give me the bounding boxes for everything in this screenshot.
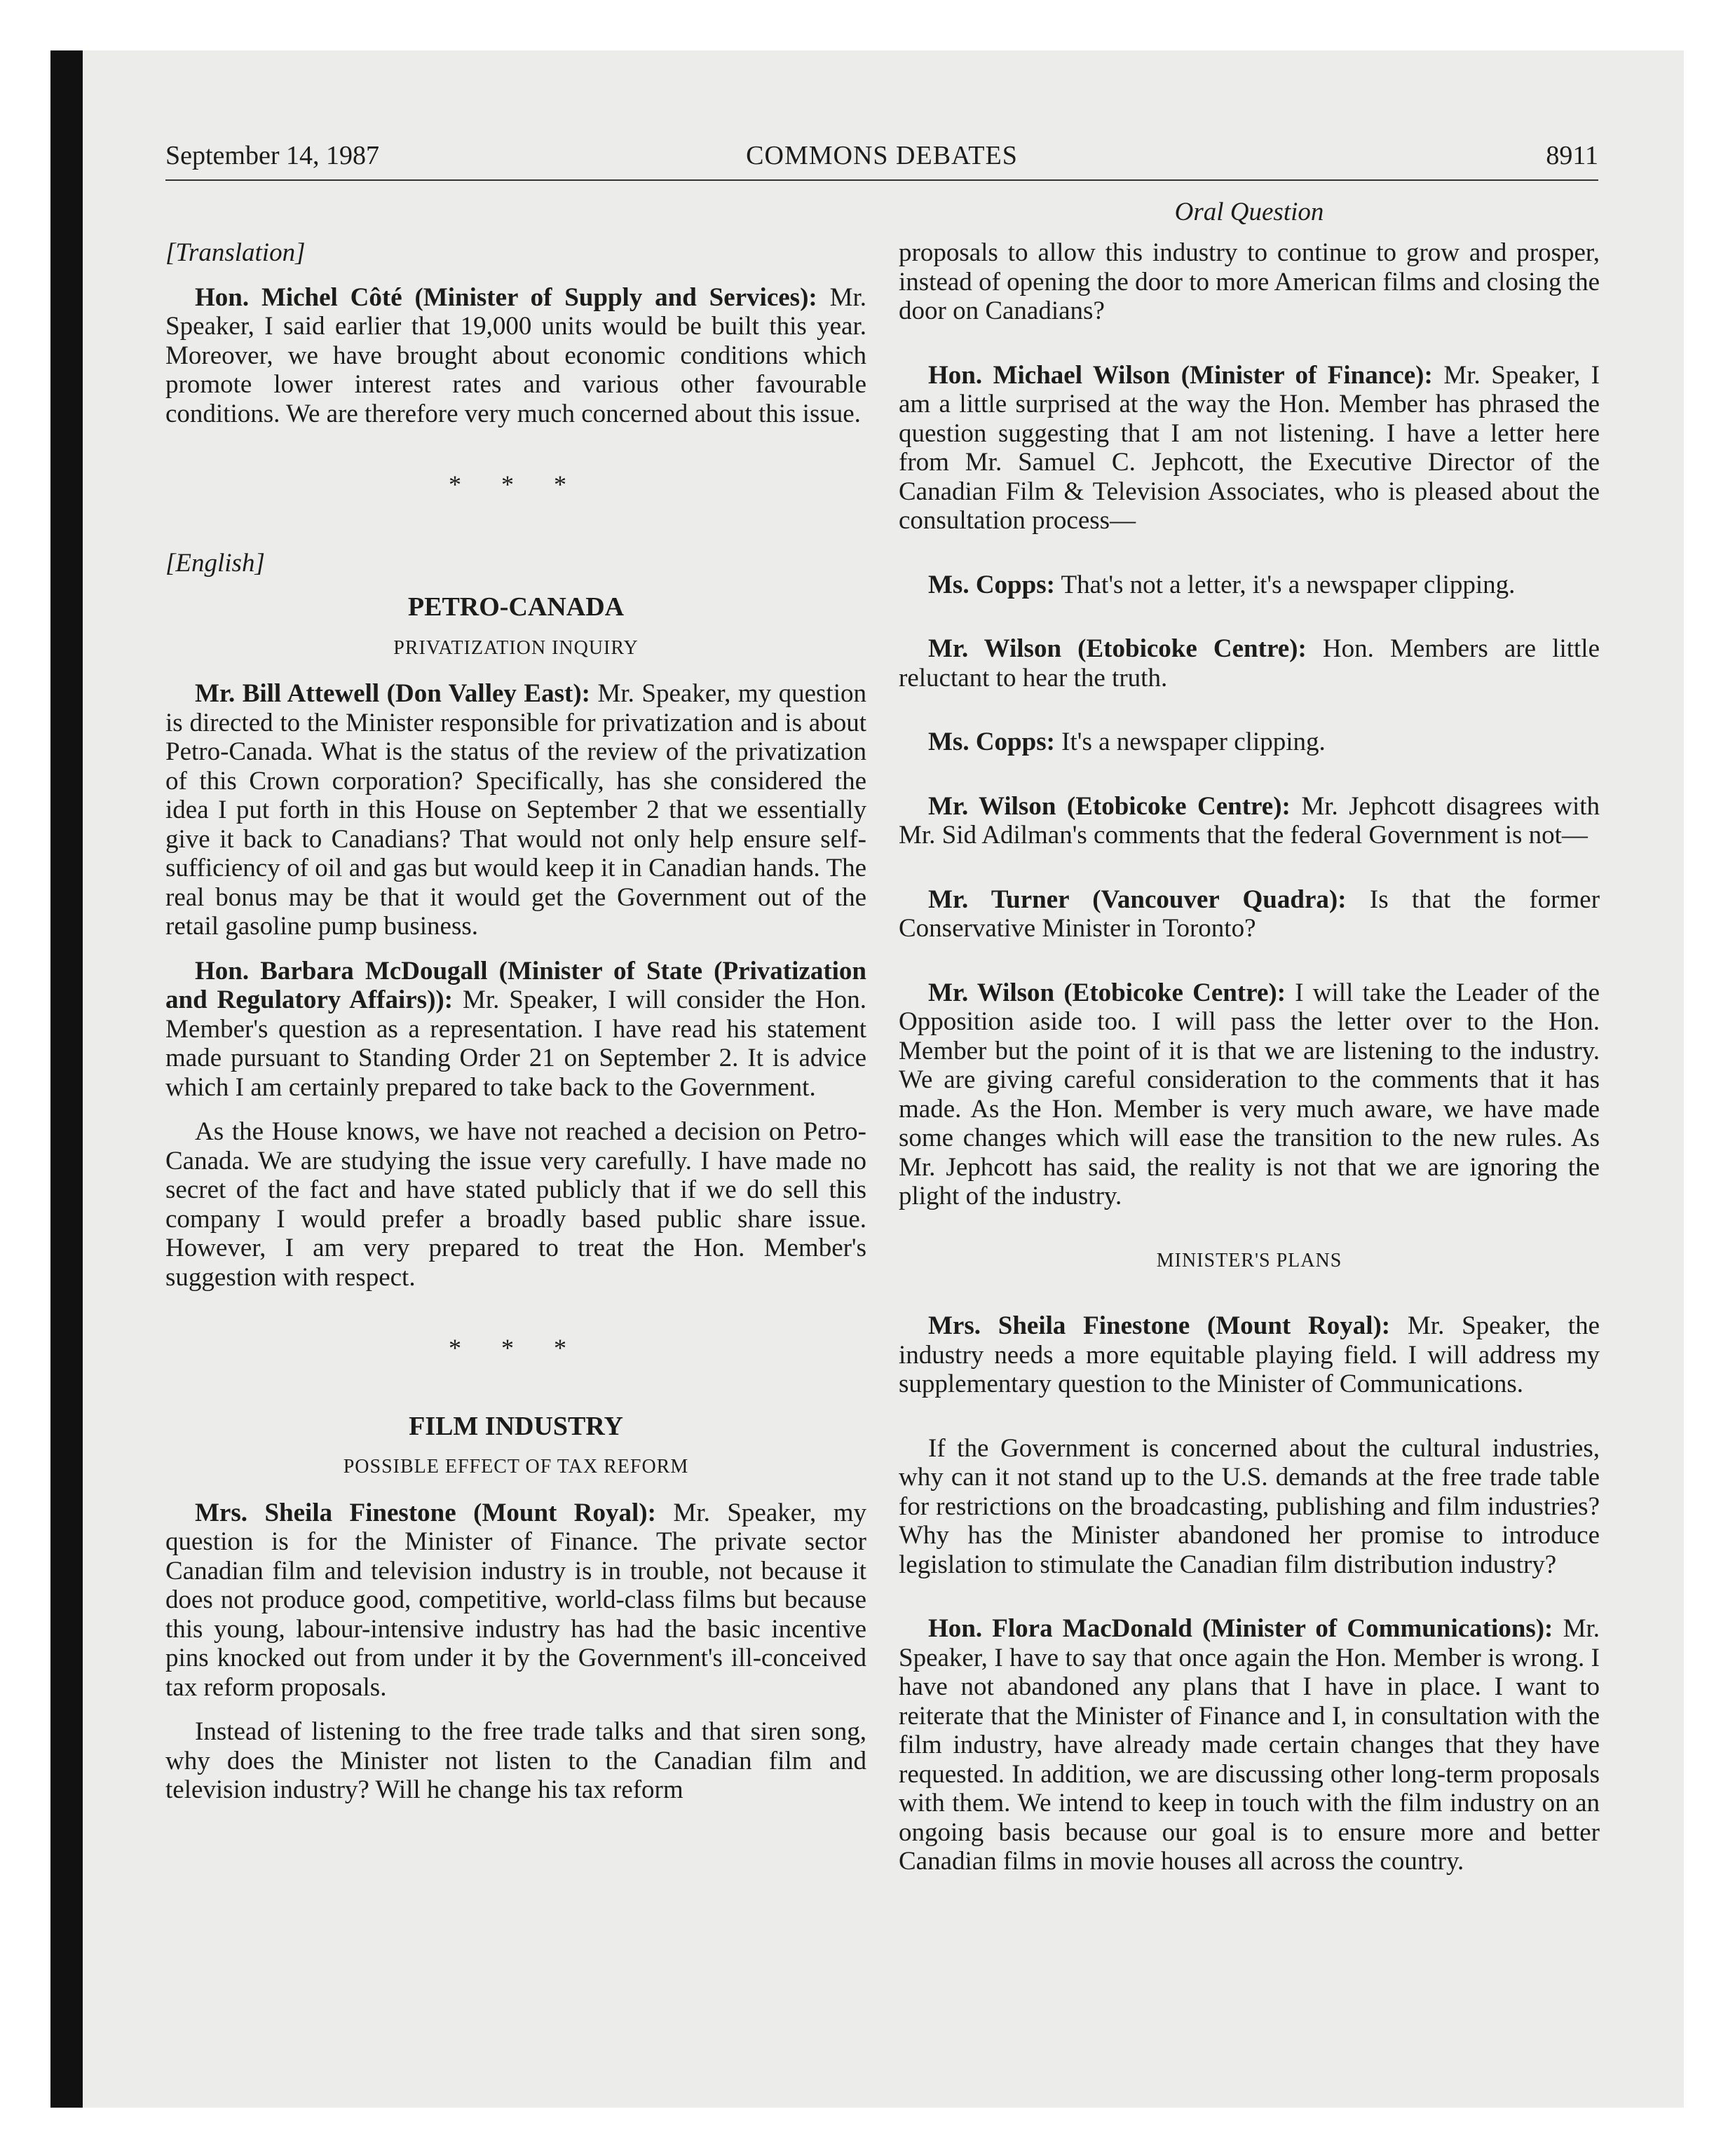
section-separator: * * * [449,470,583,498]
speaker-name: Hon. Michael Wilson (Minister of Finance): [928,360,1433,390]
speech-copps [899,728,1600,757]
speaker-name: Ms. Copps: [928,570,1055,599]
speech-continuation: proposals to allow this industry to continue to grow and prosper, instead of opening the door to more American films and closing the door on Canadians? [899,238,1600,325]
speech-macdonald [899,1614,1600,1876]
speech-text: Mr. Speaker, my question is directed to the Minister responsible for privatization and is about Petro-Canada. What is the status of the review of the privatization of this Crown corporation? Specifically, has she considered the idea I put forth in this House on September 2 that we essentially give it back to Canadians? That would not only help ensure self-sufficiency of oil and gas but would keep it in Canadian hands. The real bonus may be that it would get the Government out of the retail gasoline pump business. [165,679,866,941]
speaker-name: Mr. Bill Attewell (Don Valley East): [195,679,590,708]
right-column [899,198,1600,1892]
speech-copps [899,571,1600,600]
translation-tag: [Translation] [165,238,306,267]
speech-turner [899,885,1600,943]
speech-text: Mr. Speaker, I said earlier that 19,000 units would be built this year. Moreover, we have brought about economic conditions which promote lower interest rates and various other favourable conditions. We are therefore very much concerned about this issue. [165,282,866,428]
speech-finestone-continued: If the Government is concerned about the cultural industries, why can it not stand up to the U.S. demands at the free trade table for restrictions on the broadcasting, publishing and film industries? Why has the Minister abandoned her promise to introduce legislation to stimulate the Canadian film distribution industry? [899,1433,1600,1579]
speaker-name: Mrs. Sheila Finestone (Mount Royal): [195,1498,656,1527]
speech-wilson [899,361,1600,535]
speaker-name: Mrs. Sheila Finestone (Mount Royal): [928,1311,1391,1340]
speech-text: I will take the Leader of the Opposition aside too. I will pass the letter over to the Hon. Member but the point of it is that we are listening to the industry. We are giving careful consideration to the comments that it has made. As the Hon. Member is very much aware, we have made some changes which will ease the transition to the new rules. As Mr. Jephcott has said, the reality is not that we are ignoring the plight of the industry. [899,978,1600,1210]
speech-text: Mr. Speaker, I have to say that once again the Hon. Member is wrong. I have not abandoned any plans that I have in place. I want to reiterate that the Minister of Finance and I, in consultation with the film industry, have already made certain changes that they have requested. In addition, we are discussing other long-term proposals with them. We intend to keep in touch with the film industry on an ongoing basis because our goal is to ensure more and better Canadian films in movie houses all across the country. [899,1614,1600,1876]
speaker-name: Hon. Michel Côté (Minister of Supply and Services): [195,282,817,312]
section-subheading: MINISTER'S PLANS [1156,1249,1342,1271]
speech-text: Is that the former Conservative Minister in Toronto? [899,885,1600,943]
speech-wilson [899,634,1600,692]
header-date: September 14, 1987 [165,141,380,170]
left-column [165,238,866,1820]
speaker-name: Mr. Turner (Vancouver Quadra): [928,885,1347,914]
section-separator: * * * [449,1334,583,1362]
speech-text: Mr. Jephcott disagrees with Mr. Sid Adilman's comments that the federal Government is not— [899,791,1600,850]
speech-text: Hon. Members are little reluctant to hear the truth. [899,634,1600,692]
speech-text: That's not a letter, it's a newspaper clipping. [1061,570,1516,599]
section-subheading: POSSIBLE EFFECT OF TAX REFORM [343,1456,689,1478]
speech-wilson [899,792,1600,850]
speech-mcdougall-continued: As the House knows, we have not reached a decision on Petro-Canada. We are studying the issue very carefully. I have made no secret of the fact and have stated publicly that if we do sell this company I would prefer a broadly based public share issue. However, I am very prepared to treat the Hon. Member's suggestion with respect. [165,1117,866,1292]
speech-text: It's a newspaper clipping. [1061,728,1326,756]
speaker-name: Ms. Copps: [928,728,1055,756]
speech-text: Mr. Speaker, I am a little surprised at the way the Hon. Member has phrased the question suggesting that I am not listening. I have a letter here from Mr. Samuel C. Jephcott, the Executive Director of the Canadian Film & Television Associates, who is pleased about the consultation process— [899,360,1600,535]
speech-text: Mr. Speaker, I will consider the Hon. Member's question as a representation. I have read his statement made pursuant to Standing Order 21 on September 2. It is advice which I am certainly prepared to take back to the Government. [165,985,867,1102]
speech-cote [165,283,866,429]
speaker-name: Hon. Flora MacDonald (Minister of Communications): [928,1614,1553,1643]
speech-wilson [899,978,1600,1211]
speech-finestone [165,1499,866,1703]
page-header [165,140,1598,181]
speech-finestone [899,1311,1600,1399]
speech-text: Mr. Speaker, the industry needs a more equitable playing field. I will address my supplementary question to the Minister of Communications. [899,1311,1600,1398]
speaker-name: Hon. Barbara McDougall (Minister of State (Privatization and Regulatory Affairs)): [165,956,866,1014]
speech-finestone-continued: Instead of listening to the free trade talks and that siren song, why does the Minister not listen to the Canadian film and television industry? Will he change his tax reform [165,1717,866,1804]
english-tag: [English] [165,548,265,578]
speaker-name: Mr. Wilson (Etobicoke Centre): [928,978,1286,1007]
section-heading: PETRO-CANADA [407,592,625,622]
running-section-label: Oral Question [1174,198,1324,226]
scan-edge-shadow [50,50,83,2108]
header-page-number: 8911 [1546,141,1598,170]
section-subheading: PRIVATIZATION INQUIRY [393,636,639,659]
section-heading: FILM INDUSTRY [409,1411,623,1441]
speech-mcdougall [165,957,866,1103]
speech-text: Mr. Speaker, my question is for the Minister of Finance. The private sector Canadian film and television industry is in trouble, not because it does not produce good, competitive, world-class films but because this young, labour-intensive industry has had the basic incentive pins knocked out from under it by the Government's ill-conceived tax reform proposals. [165,1498,866,1702]
speaker-name: Mr. Wilson (Etobicoke Centre): [928,791,1291,821]
speech-attewell [165,679,866,941]
speaker-name: Mr. Wilson (Etobicoke Centre): [928,634,1307,663]
header-title: COMMONS DEBATES [746,141,1018,170]
